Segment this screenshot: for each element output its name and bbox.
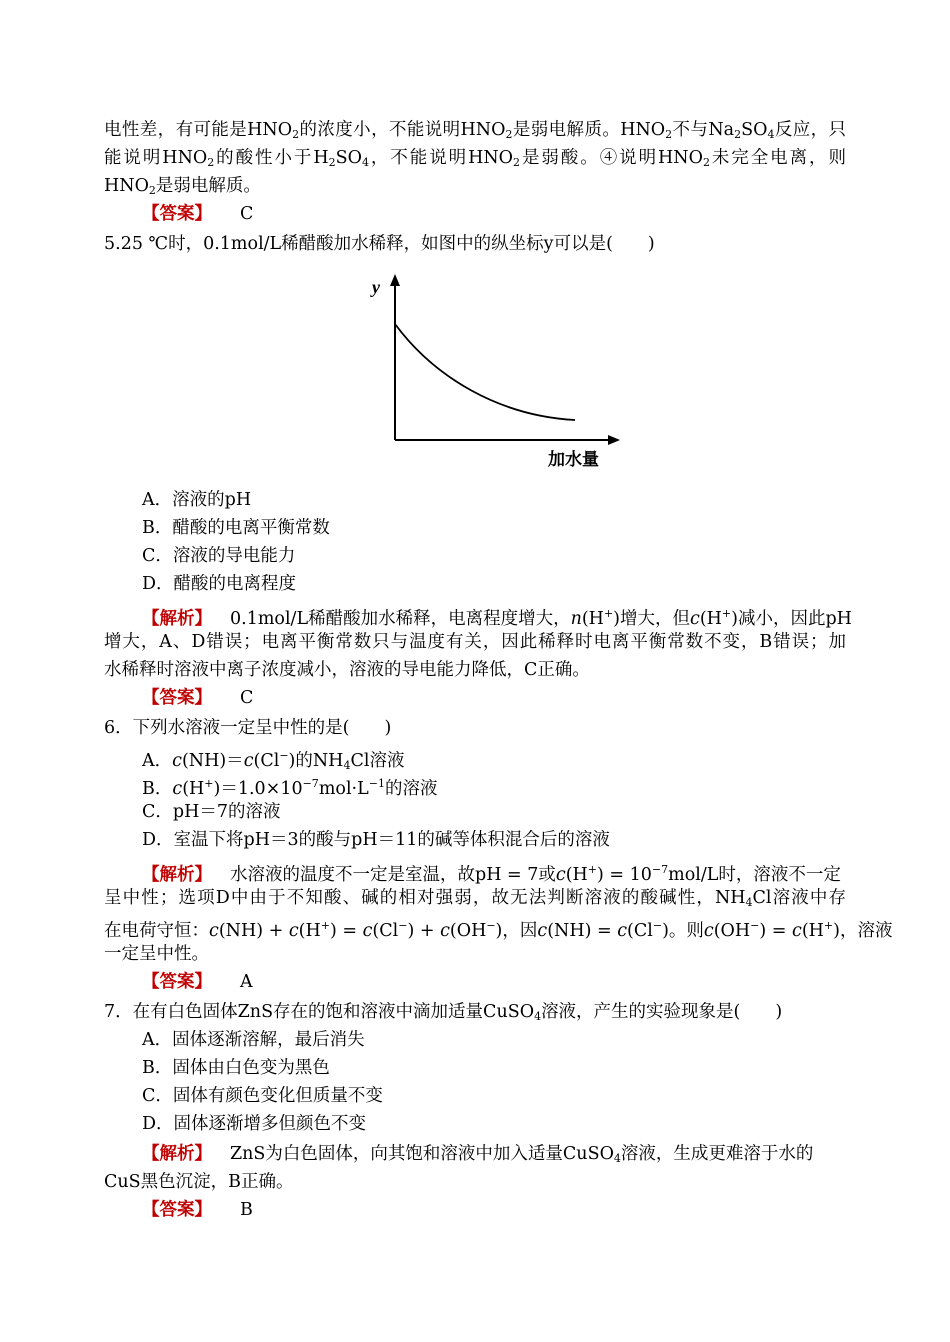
answer-label: 【答案】 xyxy=(142,204,212,224)
q5-option-b: B．醋酸的电离平衡常数 xyxy=(142,518,330,538)
q7-option-b: B．固体由白色变为黑色 xyxy=(142,1058,330,1078)
q6-option-b: B．$c(H^+)=1.0\times 10^{-7}mol\cdot L^{-1}$的溶液 xyxy=(142,777,438,799)
q6-analysis-line-4: 一定呈中性。 xyxy=(104,944,209,964)
answer-q6: 【答案】 A xyxy=(142,972,253,992)
answer-q5: 【答案】 C xyxy=(142,688,254,708)
q5-analysis-line-2: 增大，A、D错误；电离平衡常数只与温度有关，因此稀释时电离平衡常数不变，B错误；加 xyxy=(104,632,846,652)
q5-option-a: A．溶液的pH xyxy=(142,490,252,510)
q6-stem: 6．下列水溶液一定呈中性的是( ) xyxy=(104,718,392,738)
answer-q4: 【答案】 C xyxy=(142,204,254,224)
x-axis-label: 加水量 xyxy=(548,450,599,470)
q6-option-d: D．室温下将pH＝3的酸与pH＝11的碱等体积混合后的溶液 xyxy=(142,830,610,850)
q6-analysis-line-2: 呈中性；选项D中由于不知酸、碱的相对强弱，故无法判断溶液的酸碱性，$NH_4Cl$溶液中存 xyxy=(104,888,846,909)
answer-q7: 【答案】 B xyxy=(142,1200,253,1220)
q6-option-c: C．pH＝7的溶液 xyxy=(142,802,281,822)
analysis-q4-line-2: 能说明$HNO_2$的酸性小于$H_2SO_4$，不能说明$HNO_2$是弱酸。④说明$HNO_2$未完全电离，则 xyxy=(104,148,846,169)
q6-analysis-line-1: 【解析】 水溶液的温度不一定是室温，故pH = 7或$c(H^+) = 10^{-7}mol/L$时，溶液不一定 xyxy=(142,863,841,885)
analysis-label: 【解析】 xyxy=(142,609,212,629)
q5-analysis-line-1: 【解析】 0.1mol/L稀醋酸加水稀释，电离程度增大，n(H+)增大，但c(H+)减小，因此pH xyxy=(142,607,852,629)
y-axis-label: y xyxy=(372,277,380,297)
q5-option-c: C．溶液的导电能力 xyxy=(142,546,296,566)
q7-option-d: D．固体逐渐增多但颜色不变 xyxy=(142,1114,367,1134)
q7-analysis-line-2: CuS黑色沉淀，B正确。 xyxy=(104,1172,294,1192)
q5-option-d: D．醋酸的电离程度 xyxy=(142,574,297,594)
q5-analysis-line-3: 水稀释时溶液中离子浓度减小，溶液的导电能力降低，C正确。 xyxy=(104,660,590,680)
q6-analysis-line-3: 在电荷守恒：c(NH) + c(H+) = c(Cl−) + c(OH−)，因c(NH) = c(Cl−)。则c(OH−) = c(H+)，溶液 xyxy=(104,919,893,941)
q7-option-c: C．固体有颜色变化但质量不变 xyxy=(142,1086,383,1106)
y-axis-arrow xyxy=(390,274,400,286)
q7-option-a: A．固体逐渐溶解，最后消失 xyxy=(142,1030,365,1050)
q7-stem: 7．在有白色固体ZnS存在的饱和溶液中滴加适量CuSO$_4$溶液，产生的实验现象是( ) xyxy=(104,1002,783,1023)
x-axis-arrow xyxy=(608,435,620,445)
q5-stem: 5.25 ℃时，0.1mol/L稀醋酸加水稀释，如图中的纵坐标y可以是( ) xyxy=(104,234,655,254)
q6-option-a: A．c(NH)＝c(Cl−)的$NH_4Cl$溶液 xyxy=(142,749,405,772)
q7-analysis-line-1: 【解析】 ZnS为白色固体，向其饱和溶液中加入适量CuSO$_4$溶液，生成更难溶于水的 xyxy=(142,1144,814,1165)
dilution-graph xyxy=(360,268,630,478)
y-curve xyxy=(395,324,575,420)
analysis-q4-line-3: $HNO_2$是弱电解质。 xyxy=(104,176,261,197)
analysis-q4-line-1: 电性差，有可能是$HNO_2$的浓度小，不能说明$HNO_2$是弱电解质。$HNO_2$不与$Na_2SO_4$反应，只 xyxy=(104,120,847,141)
